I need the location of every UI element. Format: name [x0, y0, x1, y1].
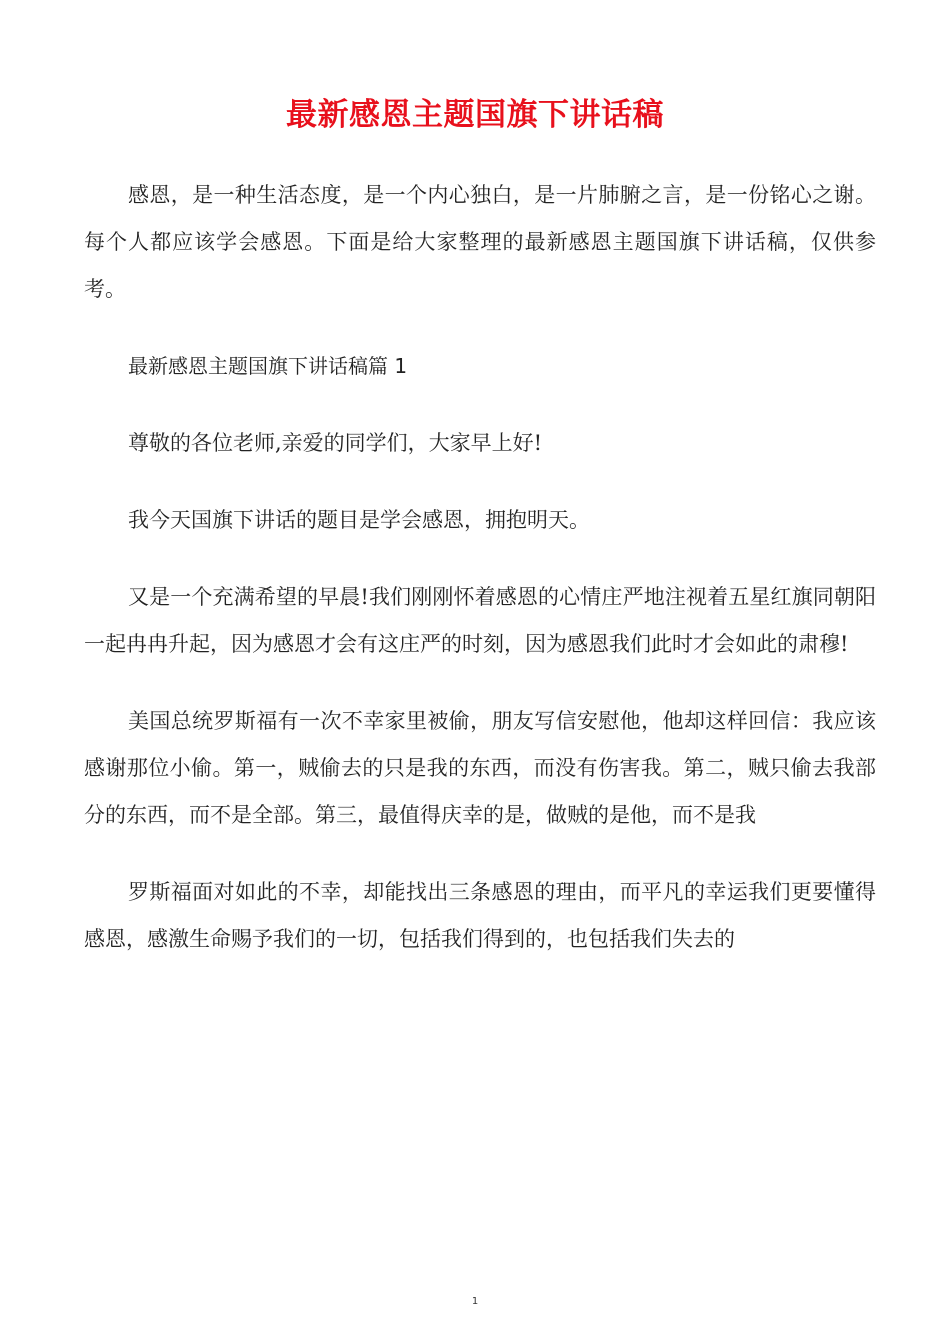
morning-paragraph: 又是一个充满希望的早晨!我们刚刚怀着感恩的心情庄严地注视着五星红旗同朝阳一起冉冉升起，因为感恩才会有这庄严的时刻，因为感恩我们此时才会如此的肃穆!: [84, 585, 876, 656]
topic-paragraph: 我今天国旗下讲话的题目是学会感恩，拥抱明天。: [128, 508, 590, 532]
page-number: 1: [471, 1296, 479, 1307]
section-heading: 最新感恩主题国旗下讲话稿篇 1: [128, 354, 408, 378]
greeting-paragraph: 尊敬的各位老师,亲爱的同学们，大家早上好!: [128, 431, 543, 455]
roosevelt-paragraph: 美国总统罗斯福有一次不幸家里被偷，朋友写信安慰他，他却这样回信：我应该感谢那位小偷。第一，贼偷去的只是我的东西，而没有伤害我。第二，贼只偷去我部分的东西，而不是全部。第三，最值得庆幸的是，做贼的是他，而不是我: [84, 709, 876, 827]
intro-paragraph: 感恩，是一种生活态度，是一个内心独白，是一片肺腑之言，是一份铭心之谢。每个人都应该学会感恩。下面是给大家整理的最新感恩主题国旗下讲话稿，仅供参考。: [84, 183, 876, 301]
document-title: 最新感恩主题国旗下讲话稿: [286, 97, 664, 133]
gratitude-paragraph: 罗斯福面对如此的不幸，却能找出三条感恩的理由，而平凡的幸运我们更要懂得感恩，感激生命赐予我们的一切，包括我们得到的，也包括我们失去的: [84, 880, 876, 951]
document-body: [84, 172, 876, 993]
